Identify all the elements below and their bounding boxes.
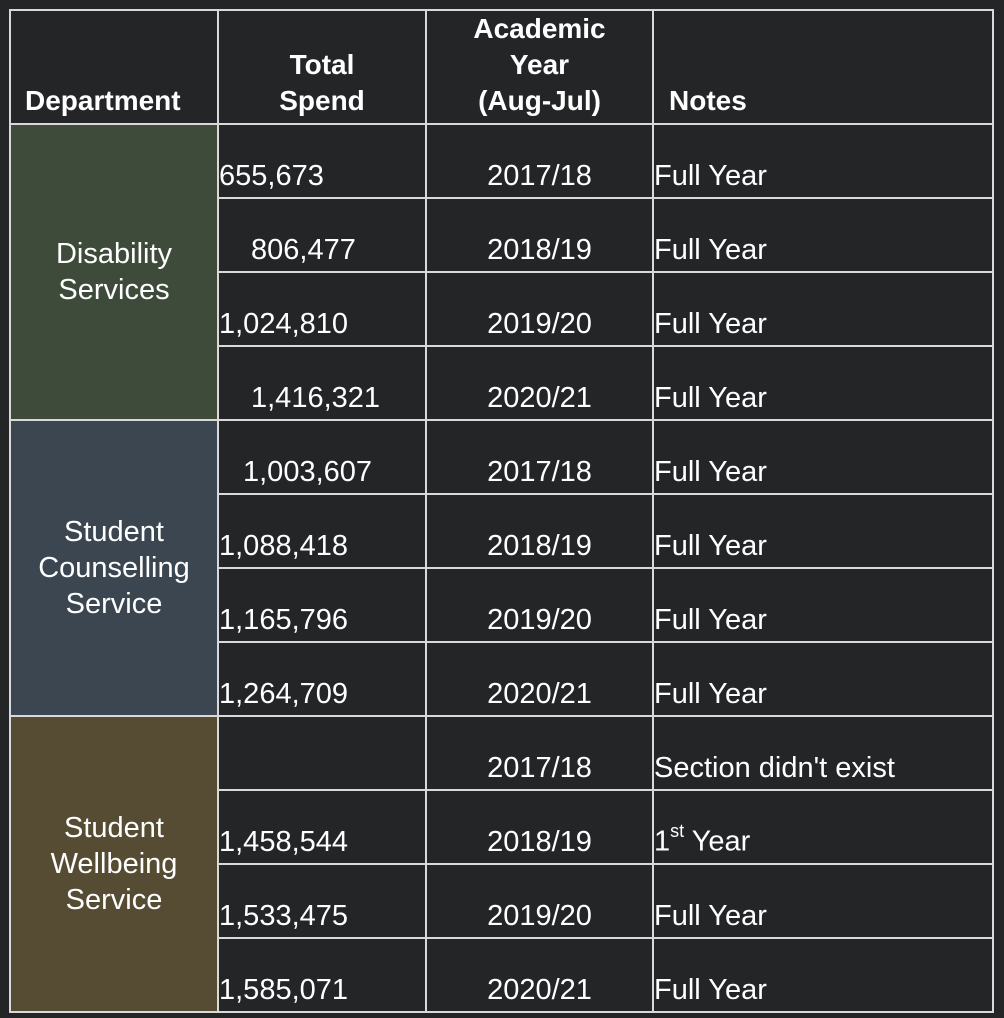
academic-year-cell: 2017/18 [426, 716, 653, 790]
header-total-spend-line2: Spend [279, 85, 365, 116]
total-spend-cell: 1,533,475 [218, 864, 426, 938]
notes-cell: Full Year [653, 198, 993, 272]
academic-year-cell: 2019/20 [426, 272, 653, 346]
academic-year-cell: 2017/18 [426, 420, 653, 494]
total-spend-cell [218, 716, 426, 790]
academic-year-cell: 2017/18 [426, 124, 653, 198]
notes-cell: Full Year [653, 420, 993, 494]
academic-year-cell: 2018/19 [426, 790, 653, 864]
department-name-line: Service [65, 884, 163, 916]
total-spend-cell: 806,477 [218, 198, 426, 272]
total-spend-cell: 1,416,321 [218, 346, 426, 420]
department-spend-table [9, 9, 994, 1013]
academic-year-cell: 2020/21 [426, 938, 653, 1012]
department-cell-student-counselling-service [10, 420, 218, 716]
total-spend-cell: 1,003,607 [218, 420, 426, 494]
notes-cell: Section didn't exist [653, 716, 993, 790]
notes-cell: Full Year [653, 124, 993, 198]
header-notes [653, 10, 993, 124]
total-spend-cell: 1,088,418 [218, 494, 426, 568]
notes-text: Year [684, 826, 751, 858]
notes-cell: Full Year [653, 642, 993, 716]
total-spend-cell: 1,264,709 [218, 642, 426, 716]
department-name-line: Wellbeing [50, 848, 178, 880]
department-name-line: Services [58, 274, 170, 306]
academic-year-cell: 2020/21 [426, 642, 653, 716]
notes-cell: Full Year [653, 568, 993, 642]
total-spend-cell: 1,585,071 [218, 938, 426, 1012]
academic-year-cell: 2019/20 [426, 568, 653, 642]
header-department [10, 10, 218, 124]
header-academic-year-line1: Academic [473, 13, 606, 44]
notes-cell: Full Year [653, 272, 993, 346]
header-department-label: Department [25, 85, 181, 116]
total-spend-cell: 1,458,544 [218, 790, 426, 864]
notes-cell: Full Year [653, 938, 993, 1012]
total-spend-cell: 655,673 [218, 124, 426, 198]
table-row [10, 716, 993, 790]
header-notes-label: Notes [669, 85, 747, 116]
notes-ordinal-suffix: st [670, 821, 685, 842]
notes-ordinal-number: 1 [654, 826, 671, 858]
department-name-line: Student [64, 516, 164, 548]
academic-year-cell: 2018/19 [426, 494, 653, 568]
header-total-spend [218, 10, 426, 124]
notes-cell: Full Year [653, 494, 993, 568]
header-academic-year-line3: (Aug-Jul) [478, 85, 601, 116]
academic-year-cell: 2019/20 [426, 864, 653, 938]
notes-cell: Full Year [653, 864, 993, 938]
department-name-line: Disability [55, 238, 173, 270]
academic-year-cell: 2020/21 [426, 346, 653, 420]
department-name-line: Counselling [38, 552, 190, 584]
total-spend-cell: 1,024,810 [218, 272, 426, 346]
header-academic-year [426, 10, 653, 124]
table-row [10, 124, 993, 198]
academic-year-cell: 2018/19 [426, 198, 653, 272]
header-academic-year-line2: Year [509, 49, 570, 80]
department-name-line: Student [64, 812, 164, 844]
header-total-spend-line1: Total [289, 49, 355, 80]
total-spend-cell: 1,165,796 [218, 568, 426, 642]
department-name-line: Service [65, 588, 163, 620]
header-row [10, 10, 993, 124]
notes-cell: Full Year [653, 346, 993, 420]
department-cell-disability-services [10, 124, 218, 420]
department-cell-student-wellbeing-service [10, 716, 218, 1012]
table-row [10, 420, 993, 494]
notes-cell [653, 790, 993, 864]
